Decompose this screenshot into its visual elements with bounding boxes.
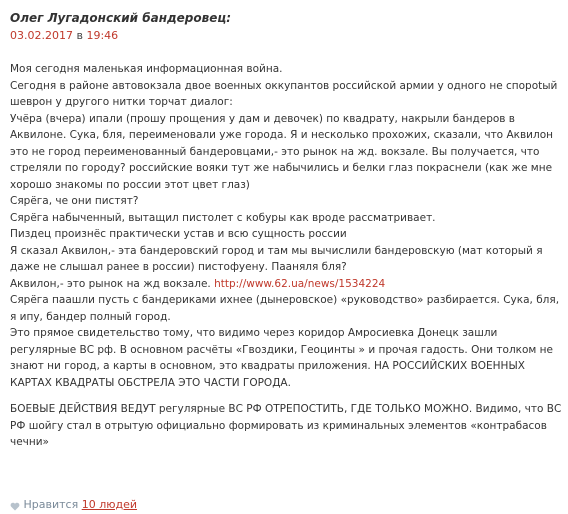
comment-timestamp [10,29,231,43]
likes-count-link[interactable]: 10 людей [81,498,138,511]
link-prefix: Аквилон,- это рынок на жд вокзале. [10,277,211,290]
comment-body [10,61,562,451]
paragraph: Сегодня в районе автовокзала двое военных оккупантов российской армии у одного не спороtый шеврон у другого нитки торчат диалог: [10,79,558,108]
time-separator: в [76,29,83,42]
closing-paragraph: БОЕВЫЕ ДЕЙСТВИЯ ВЕДУТ регулярные ВС РФ ОТРЕПОСТИТЬ, ГДЕ ТОЛЬКО МОЖНО. Видимо, что ВС РФ шойгу стал в отрытую официально формировать из криминальных элементов «контрабасов чечни» [10,403,562,448]
paragraph: Учёра (вчера) ипали (прошу прощения у дам и девочек) по квадрату, накрыли бандеров в Аквилоне. Сука, бля, переименовали уже города. Я и несколько прохожих, сказали, что Аквилон это не город переименованный бандеровцами,- это рынок на жд. вокзале. Вы получается, что стреляли по городу? российские вояки тут же набычились и белки глаз покраснели (как же мне хорошо знакомы по россии этот цвет глаз) [10,112,553,191]
paragraph: Сярёга, че они пистят? [10,195,139,207]
paragraph: Сярёга паашли пусть с бандериками ихнее (дынеровское) «руководство» разбирается. Сука, бля, я ипу, бандер полный город. [10,294,560,323]
paragraph: Это прямое свидетельство тому, что видимо через коридор Амросиевка Донецк зашли регулярные ВС рф. В основном расчёты «Гвоздики, Геоцинты » и прочая гадость. Они толком не знают ни город, а карты в основном, это квадраты приложения. НА РОССИЙСКИХ ВОЕННЫХ КАРТАХ КВАДРАТЫ ОБСТРЕЛА ЭТО ЧАСТИ ГОРОДА. [10,327,554,389]
spacer [10,391,562,401]
likes-bar [10,498,137,511]
comment-time: 19:46 [86,29,119,42]
author-name[interactable]: Олег Лугадонский бандеровец: [10,11,232,25]
paragraph: Я сказал Аквилон,- эта бандеровский город и там мы вычислили бандеровскую (мат который я даже не слышал ранее в россии) пистофуену. Пааняля бля? [10,244,543,273]
comment-date: 03.02.2017 [10,29,73,42]
news-link[interactable]: http://www.62.ua/news/1534224 [214,277,386,290]
paragraph: Моя сегодня маленькая информационная война. [10,63,283,75]
likes-label: Нравится [23,498,79,511]
paragraph: Сярёга набыченный, вытащил пистолет с кобуры как вроде рассматривает. [10,211,436,224]
comment-header [10,10,231,43]
paragraph: Пиздец произнёс практически устав и всю сущность россии [10,228,347,240]
link-paragraph [10,276,562,293]
heart-icon[interactable] [10,501,20,510]
